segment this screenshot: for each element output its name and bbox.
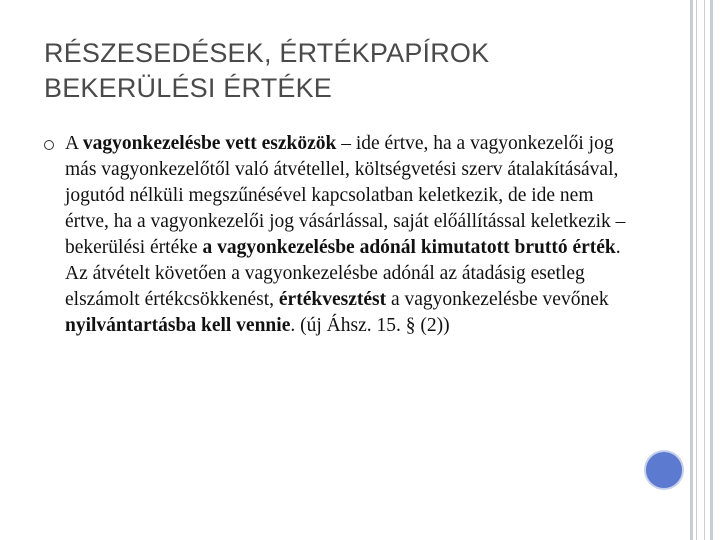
decorative-circle-icon xyxy=(644,450,684,490)
slide-title-line2: BEKERÜLÉSI ÉRTÉKE xyxy=(44,73,333,103)
circle-bullet-icon xyxy=(44,140,54,150)
bullet-list xyxy=(44,131,634,339)
bullet-text-segment: . (új Áhsz. 15. § (2)) xyxy=(290,315,450,336)
bullet-bold-segment: értékvesztést xyxy=(278,289,387,310)
bullet-text xyxy=(65,133,625,336)
bullet-item xyxy=(44,131,634,339)
slide-title-line1: RÉSZESEDÉSEK, ÉRTÉKPAPÍROK xyxy=(44,38,490,68)
bullet-bold-segment: vagyonkezelésbe vett eszközök xyxy=(82,133,337,154)
bullet-bold-segment: a vagyonkezelésbe adónál kimutatott bruttó érték xyxy=(202,237,616,258)
bullet-text-segment: . Az átvételt követően a vagyonkezelésbe adónál az átadásig esetleg elszámolt értékcsökkenést, xyxy=(65,237,621,310)
slide-title xyxy=(44,36,664,106)
bullet-text-segment: – ide értve, ha a vagyonkezelői jog más vagyonkezelőtől való átvétellel, költségvetési szerv átalakításával, jogutód nélküli megszűnésével kapcsolatban keletkezik, de ide nem értve, ha a vagyonkezelői jog vásárlással, saját előállítással keletkezik – bekerülési értéke xyxy=(65,133,626,258)
bullet-bold-segment: nyilvántartásba kell vennie xyxy=(65,315,291,336)
bullet-text-segment: a vagyonkezelésbe vevőnek xyxy=(386,289,609,310)
bullet-text-segment: A xyxy=(65,133,83,154)
right-border-decoration xyxy=(684,0,720,540)
